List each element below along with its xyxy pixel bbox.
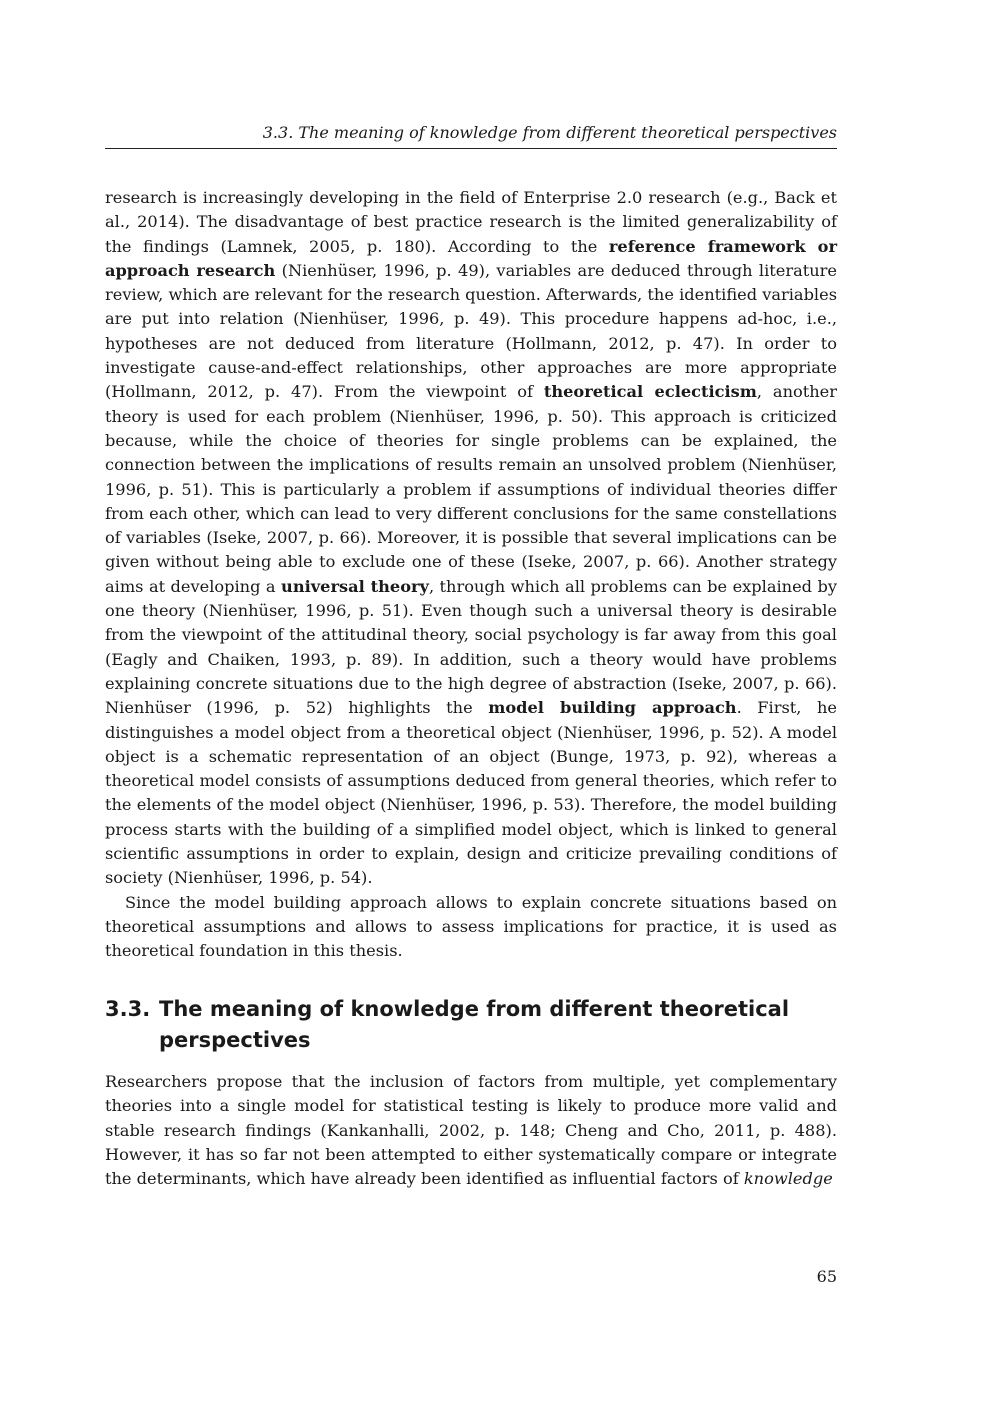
italic-term: knowledge	[743, 1169, 833, 1189]
text-run: (Nienhüser, 1996, p. 49), variables are deduced through literature review, which are relevant for the research question. Afterwards, the identified variables are put into relation (Nienhüser, 1996, p. 49). This procedure happens ad-hoc, i.e., hypotheses are not deduced from literature (Hollmann, 2012, p. 47). In order to investigate cause-and-effect relationships, other approaches are more appropriate (Hollmann, 2012, p. 47). From the viewpoint of	[105, 260, 838, 402]
body-text-lower	[105, 1070, 837, 1191]
paragraph-foundation: Since the model building approach allows to explain concrete situations based on theoretical assumptions and allows to assess implications for practice, it is used as theoretical foundation in this thesis.	[105, 892, 837, 961]
paragraph-model-approaches	[105, 186, 837, 891]
text-run: Researchers propose that the inclusion of factors from multiple, yet complementary theories into a single model for statistical testing is likely to produce more valid and stable research findings (Kankanhalli, 2002, p. 148; Cheng and Cho, 2011, p. 488). However, it has so far not been attempted to either systematically compare or integrate the determinants, which have already been identified as influential factors of	[105, 1072, 837, 1189]
running-header: 3.3. The meaning of knowledge from different theoretical perspectives	[105, 121, 837, 149]
section-number: 3.3.	[105, 997, 151, 1021]
body-text-upper	[105, 186, 837, 964]
term-universal-theory: universal theory	[281, 576, 429, 596]
page-number: 65	[816, 1267, 837, 1286]
paragraph-researchers-propose	[105, 1070, 837, 1191]
section-heading	[105, 994, 837, 1056]
text-run: , another theory is used for each problem (Nienhüser, 1996, p. 50). This approach is criticized because, while the choice of theories for single problems can be explained, the connection between the implications of results remain an unsolved problem (Nienhüser, 1996, p. 51). This is particularly a problem if assumptions of individual theories differ from each other, which can lead to very different conclusions for the same constellations of variables (Iseke, 2007, p. 66). Moreover, it is possible that several implications can be given without being able to exclude one of these (Iseke, 2007, p. 66). Another strategy aims at developing a	[105, 382, 837, 596]
term-reference-framework: reference framework or approach research	[105, 236, 837, 280]
section-title: The meaning of knowledge from different theoretical perspectives	[159, 997, 790, 1052]
text-run: , through which all problems can be explained by one theory (Nienhüser, 1996, p. 51). Even though such a universal theory is desirable from the viewpoint of the attitudinal theory, social psychology is far away from this goal (Eagly and Chaiken, 1993, p. 89). In addition, such a theory would have problems explaining concrete situations due to the high degree of abstraction (Iseke, 2007, p. 66). Nienhüser (1996, p. 52) highlights the	[105, 576, 837, 718]
text-run: research is increasingly developing in the field of Enterprise 2.0 research (e.g., Back et al., 2014). The disadvantage of best practice research is the limited generalizability of the findings (Lamnek, 2005, p. 180). According to the	[105, 188, 837, 256]
text-run: . First, he distinguishes a model object from a theoretical object (Nienhüser, 1996, p. 52). A model object is a schematic representation of an object (Bunge, 1973, p. 92), whereas a theoretical model consists of assumptions deduced from general theories, which refer to the elements of the model object (Nienhüser, 1996, p. 53). Therefore, the model building process starts with the building of a simplified model object, which is linked to general scientific assumptions in order to explain, design and criticize prevailing conditions of society (Nienhüser, 1996, p. 54).	[105, 698, 837, 888]
term-model-building-approach: model building approach	[488, 698, 737, 718]
term-theoretical-eclecticism: theoretical eclecticism	[543, 382, 757, 402]
